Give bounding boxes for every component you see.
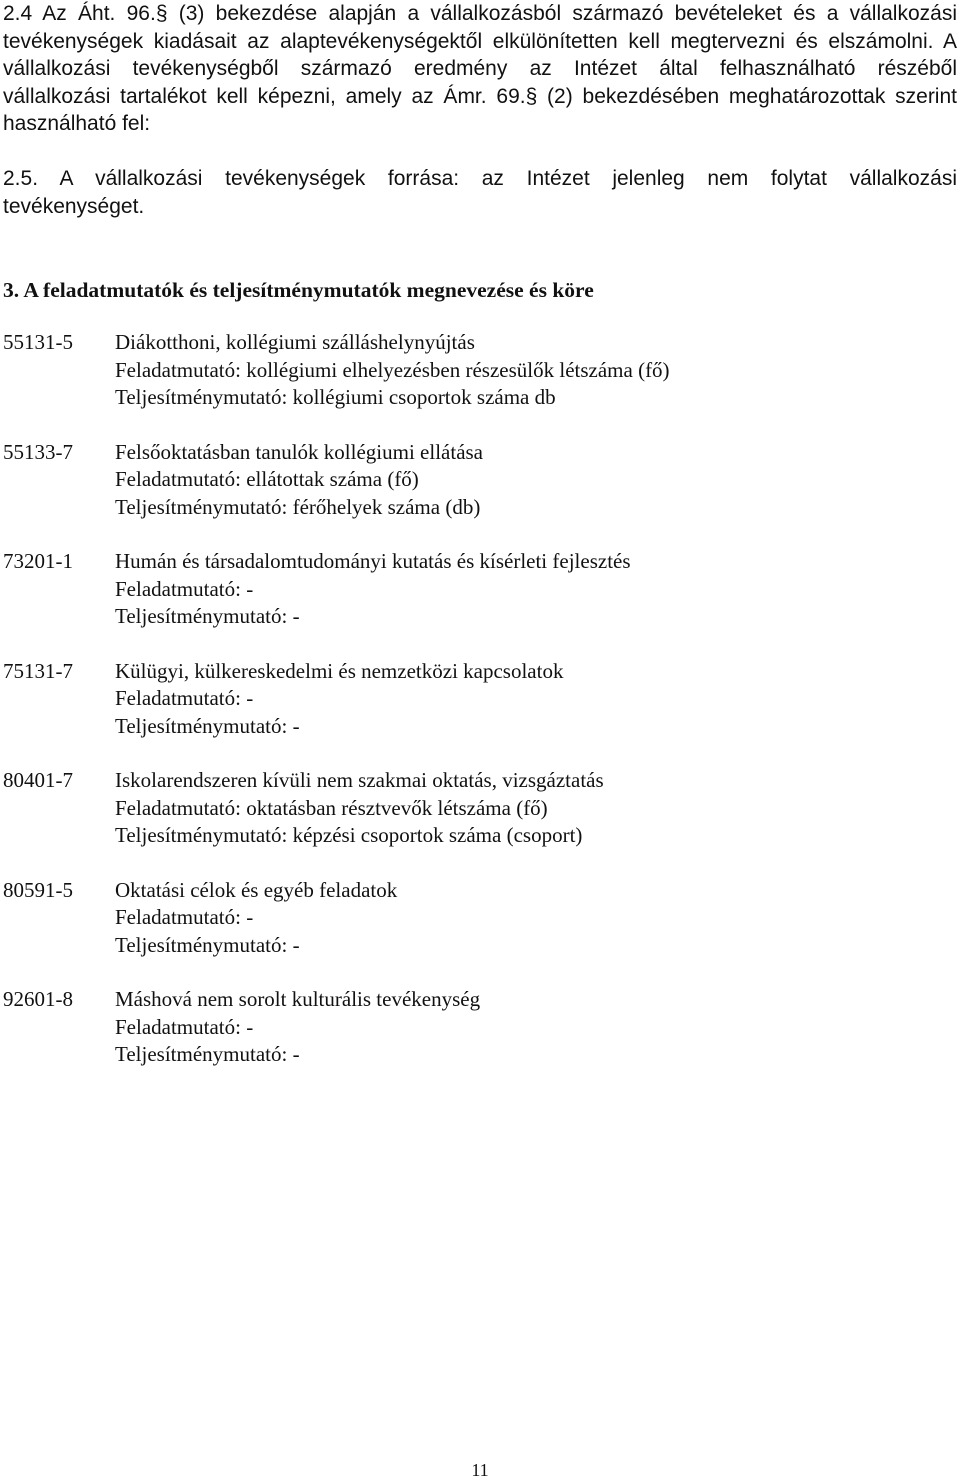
task-indicator: Feladatmutató: ellátottak száma (fő) bbox=[115, 467, 419, 491]
list-item bbox=[3, 329, 957, 439]
activity-title: Külügyi, külkereskedelmi és nemzetközi kapcsolatok bbox=[115, 658, 564, 683]
performance-indicator: Teljesítménymutató: kollégiumi csoportok száma db bbox=[115, 385, 556, 409]
paragraph-line: tevékenységet. bbox=[3, 194, 145, 218]
task-indicator: Feladatmutató: - bbox=[115, 905, 254, 929]
performance-indicator: Teljesítménymutató: - bbox=[115, 604, 300, 628]
task-indicator: Feladatmutató: kollégiumi elhelyezésben részesülők létszáma (fő) bbox=[115, 357, 670, 382]
activity-title: Oktatási célok és egyéb feladatok bbox=[115, 877, 398, 902]
activity-code: 92601-8 bbox=[3, 987, 73, 1011]
paragraph-line: 2.4 Az Áht. 96.§ (3) bekezdése alapján a vállalkozásból származó bevételeket és a vállalkozási bbox=[3, 2, 957, 25]
page-number: 11 bbox=[471, 1460, 489, 1480]
indicator-list bbox=[3, 329, 957, 1096]
section-3-heading: 3. A feladatmutatók és teljesítménymutatók megnevezése és köre bbox=[3, 278, 594, 302]
task-indicator: Feladatmutató: - bbox=[115, 1014, 254, 1039]
paragraph-line: vállalkozási tartalékot kell képezni, amely az Ámr. 69.§ (2) bekezdésében meghatározottak szerint bbox=[3, 84, 957, 108]
list-item bbox=[3, 548, 957, 658]
list-item bbox=[3, 658, 957, 768]
paragraph-line: tevékenységek kiadásait az alaptevékenységektől elkülönítetten kell megtervezni és elszámolni. A bbox=[3, 29, 957, 53]
performance-indicator: Teljesítménymutató: - bbox=[115, 713, 300, 738]
activity-title: Iskolarendszeren kívüli nem szakmai oktatás, vizsgáztatás bbox=[115, 768, 604, 792]
activity-title: Diákotthoni, kollégiumi szálláshelynyújtás bbox=[115, 330, 475, 354]
activity-code: 55133-7 bbox=[3, 439, 73, 464]
section-2-5-paragraph bbox=[3, 165, 957, 220]
performance-indicator: Teljesítménymutató: képzési csoportok száma (csoport) bbox=[115, 823, 583, 847]
list-item bbox=[3, 439, 957, 549]
section-2-4-paragraph bbox=[3, 0, 957, 138]
activity-title: Máshová nem sorolt kulturális tevékenység bbox=[115, 987, 481, 1011]
paragraph-line: vállalkozási tevékenységből származó eredmény az Intézet által felhasználható részéből bbox=[3, 57, 957, 80]
paragraph-line: 2.5. A vállalkozási tevékenységek forrása: az Intézet jelenleg nem folytat vállalkozási bbox=[3, 167, 957, 190]
list-item bbox=[3, 986, 957, 1096]
activity-code: 73201-1 bbox=[3, 549, 73, 573]
activity-title: Humán és társadalomtudományi kutatás és kísérleti fejlesztés bbox=[115, 549, 631, 573]
list-item bbox=[3, 767, 957, 877]
activity-title: Felsőoktatásban tanulók kollégiumi ellátása bbox=[115, 439, 484, 464]
activity-code: 80401-7 bbox=[3, 768, 73, 792]
activity-code: 75131-7 bbox=[3, 658, 73, 683]
activity-code: 80591-5 bbox=[3, 877, 73, 902]
paragraph-line: használható fel: bbox=[3, 112, 151, 135]
activity-code: 55131-5 bbox=[3, 330, 73, 354]
task-indicator: Feladatmutató: - bbox=[115, 576, 254, 601]
task-indicator: Feladatmutató: - bbox=[115, 686, 254, 710]
performance-indicator: Teljesítménymutató: - bbox=[115, 932, 300, 957]
list-item bbox=[3, 877, 957, 987]
performance-indicator: Teljesítménymutató: férőhelyek száma (db) bbox=[115, 494, 481, 519]
performance-indicator: Teljesítménymutató: - bbox=[115, 1042, 300, 1066]
task-indicator: Feladatmutató: oktatásban résztvevők létszáma (fő) bbox=[115, 795, 548, 820]
